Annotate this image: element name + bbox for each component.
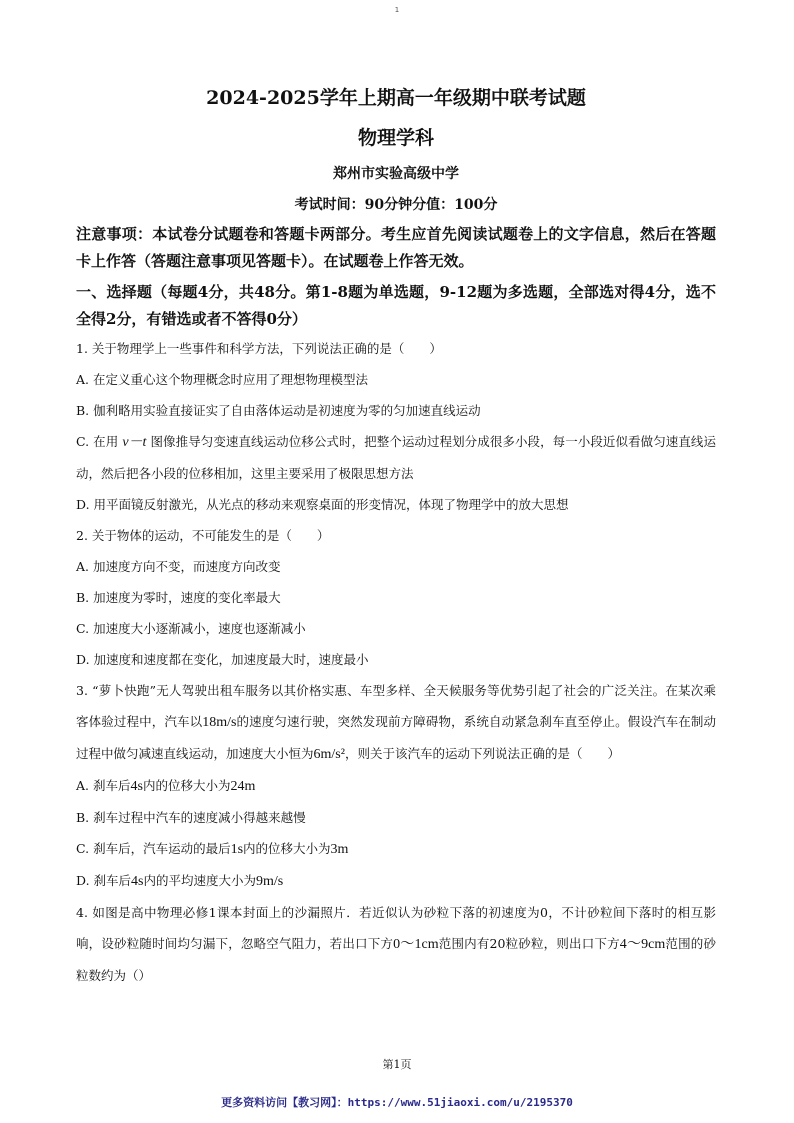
math-expression: 4～9cm <box>619 937 666 952</box>
question-1-option-d: D. 用平面镜反射激光，从光点的移动来观察桌面的形变情况，体现了物理学中的放大思想 <box>76 497 569 512</box>
math-expression: 4s <box>131 874 144 889</box>
question-3-option-a <box>76 770 716 802</box>
math-expression: v－t <box>122 435 147 450</box>
option-text: 内的位移大小为 <box>142 778 231 793</box>
stem-text: 的速度匀速行驶，突然发现前方障碍物，系统自动紧急刹车直至停止。假设汽车在制动过程中做匀减速直线运动，加速度大小恒为 <box>76 714 716 761</box>
math-expression: 9m/s <box>256 874 284 889</box>
option-text: A. 刹车后 <box>76 778 131 793</box>
math-expression: 6m/s² <box>313 747 345 762</box>
option-text: 图像推导匀变速直线运动位移公式时，把整个运动过程划分成很多小段，每一小段近似看做匀速直线运动，然后把各小段的位移相加，这里主要采用了极限思想方法 <box>76 434 716 481</box>
exam-time-score: 考试时间：90分钟分值：100分 <box>294 197 498 213</box>
question-1-option-a: A. 在定义重心这个物理概念时应用了理想物理模型法 <box>76 372 368 387</box>
stem-text: ，则关于该汽车的运动下列说法正确的是（ ） <box>344 746 620 761</box>
option-text: 内的平均速度大小为 <box>143 873 256 888</box>
question-2-option-c: C. 加速度大小逐渐减小，速度也逐渐减小 <box>76 621 306 636</box>
question-3-option-b: B. 刹车过程中汽车的速度减小得越来越慢 <box>76 810 306 825</box>
question-1-option-c <box>76 426 716 489</box>
math-expression: 1s <box>230 842 244 857</box>
option-text: 内的位移大小为 <box>243 841 331 856</box>
question-2-option-d: D. 加速度和速度都在变化，加速度最大时，速度最小 <box>76 652 369 667</box>
stem-text: 范围的砂粒数约为（） <box>76 936 716 983</box>
stem-text: 范围内有20粒砂粒，则出口下方 <box>438 936 620 951</box>
option-text: D. 刹车后 <box>76 873 132 888</box>
math-expression: 18m/s <box>202 715 237 730</box>
school-name: 郑州市实验高级中学 <box>333 166 459 182</box>
exam-title: 2024-2025学年上期高一年级期中联考试题 <box>206 87 586 109</box>
top-page-mark: 1 <box>394 6 400 14</box>
question-4-stem <box>76 897 716 991</box>
question-1-stem: 1. 关于物理学上一些事件和科学方法，下列说法正确的是（ ） <box>76 341 442 356</box>
option-text: C. 刹车后，汽车运动的最后 <box>76 841 231 856</box>
math-expression: 24m <box>230 779 256 794</box>
option-text: C. 在用 <box>76 434 119 449</box>
question-3-option-c <box>76 833 716 865</box>
resource-link[interactable]: 更多资料访问【教习网】：https://www.51jiaoxi.com/u/2195370 <box>221 1096 573 1109</box>
page-number: 第1页 <box>382 1058 412 1071</box>
exam-subject: 物理学科 <box>357 127 434 149</box>
question-3-stem <box>76 675 716 770</box>
question-2-option-a: A. 加速度方向不变，而速度方向改变 <box>76 559 281 574</box>
math-expression: 3m <box>330 842 349 857</box>
stem-text: 4. 如图是高中物理必修1课本封面上的沙漏照片．若近似认为砂粒下落的初速度为0，不计砂粒间下落时的相互影响，设砂粒随时间均匀漏下，忽略空气阻力，若出口下方 <box>76 905 716 951</box>
stem-text: 3. “萝卜快跑”无人驾驶出租车服务以其价格实惠、车型多样、全天候服务等优势引起了社会的广泛关注。在某次乘客体验过程中，汽车以 <box>76 683 716 729</box>
page-content <box>76 84 716 991</box>
question-2-option-b: B. 加速度为零时，速度的变化率最大 <box>76 590 281 605</box>
math-expression: 0～1cm <box>393 937 439 952</box>
math-expression: 4s <box>130 779 143 794</box>
exam-notice: 注意事项：本试卷分试题卷和答题卡两部分。考生应首先阅读试题卷上的文字信息，然后在答题卡上作答（答题注意事项见答题卡）。在试题卷上作答无效。 <box>76 225 716 270</box>
section-heading: 一、选择题（每题4分，共48分。第1-8题为单选题，9-12题为多选题，全部选对得4分，选不全得2分，有错选或者不答得0分） <box>76 283 716 328</box>
question-3-option-d <box>76 865 716 897</box>
question-2-stem: 2. 关于物体的运动，不可能发生的是（ ） <box>76 528 330 543</box>
question-1-option-b: B. 伽利略用实验直接证实了自由落体运动是初速度为零的匀加速直线运动 <box>76 403 481 418</box>
